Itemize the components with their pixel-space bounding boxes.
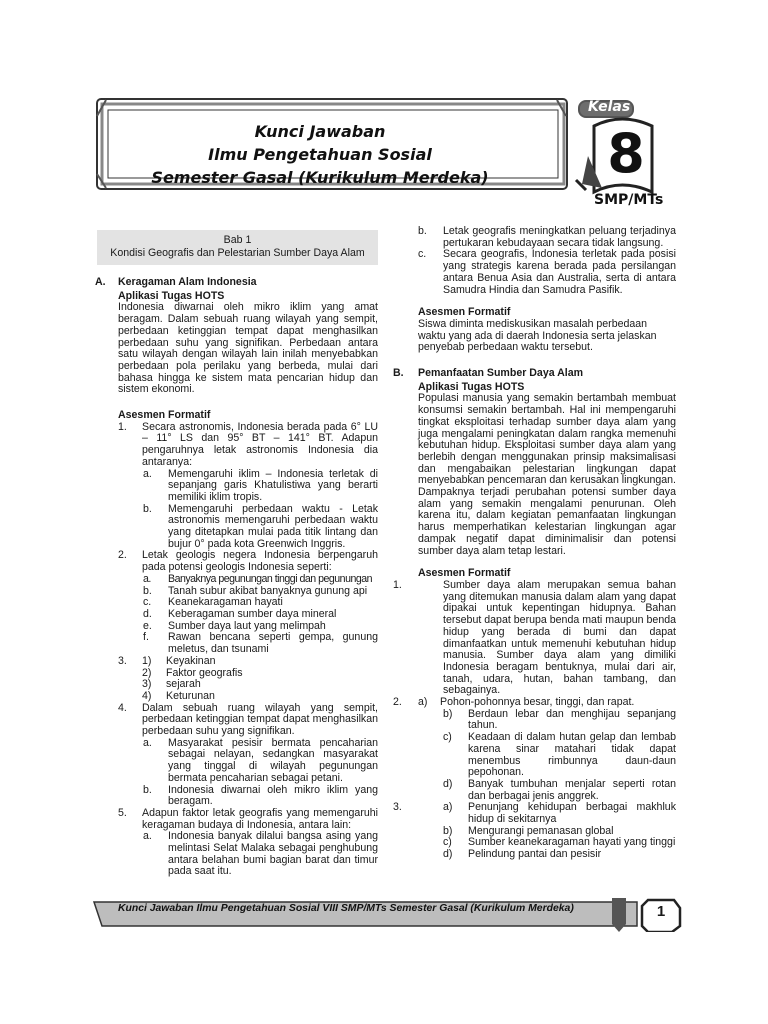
asesmen-heading: Asesmen Formatif: [418, 567, 511, 580]
list-item: b) Berdaun lebar dan menghijau sepanjang tahun.: [443, 707, 676, 732]
list-item: 1. Secara astronomis, Indonesia berada pada 6° LU – 11° LS dan 95° BT – 141° BT. Adapun pengaruhnya letak astronomis Indonesia dia antaranya:: [118, 420, 378, 468]
title-line-3: Semester Gasal (Kurikulum Merdeka): [151, 168, 489, 187]
list-item: 2. a) Pohon-pohonnya besar, tinggi, dan rapat.: [393, 696, 635, 709]
list-item: a. Banyaknya pegunungan tinggi dan pegunungan: [143, 572, 373, 585]
chapter-number: Bab 1: [223, 234, 252, 246]
list-item: c. Secara geografis, Indonesia terletak pada posisi yang strategis karena berada pada persilangan antara Benua Asia dan Australia, serta di antara Samudra Hindia dan Samudra Pasifik.: [418, 248, 676, 296]
list-item: 3. a) Penunjang kehidupan berbagai makhluk hidup di sekitarnya: [393, 801, 676, 826]
list-item: 5. Adapun faktor letak geografis yang memengaruhi keragaman budaya di Indonesia, antara lain:: [118, 806, 378, 831]
kelas-number: 8: [607, 122, 645, 185]
list-item: f. Rawan bencana seperti gempa, gunung meletus, dan tsunami: [143, 631, 378, 656]
list-item: d. Keberagaman sumber daya mineral: [143, 607, 337, 620]
list-item: e. Sumber daya laut yang melimpah: [143, 619, 326, 632]
list-item: 3. 1) Keyakinan: [118, 654, 216, 667]
list-item: 3) sejarah: [142, 678, 201, 691]
asesmen-text: Siswa diminta mediskusikan masalah perbedaan waktu yang ada di daerah Indonesia serta jelaskan penyebab perbedaan waktu tersebut.: [418, 317, 657, 354]
list-item: c) Sumber keanekaragaman hayati yang tinggi: [443, 836, 676, 849]
hots-heading: Aplikasi Tugas HOTS: [118, 289, 225, 302]
right-column: [393, 226, 676, 861]
kelas-label: Kelas: [588, 99, 631, 115]
list-item: 4) Keturunan: [142, 689, 215, 702]
chapter-title: Kondisi Geografis dan Pelestarian Sumber Daya Alam: [110, 247, 365, 259]
list-item: a. Masyarakat pesisir bermata pencaharian sebagai nelayan, sedangkan masyarakat yang tinggal di wilayah pegunungan bermata pencaharian sebagai petani.: [143, 736, 378, 784]
hots-text: Indonesia diwarnai oleh mikro iklim yang amat beragam. Dalam sebuah ruang wilayah yang sempit, perbedaan ketinggian tempat dapat menghasilkan perbedaan suhu yang signifikan. Perbedaan antara satu wilayah dengan wilayah lain inilah menyebabkan perbedaan pola perilaku yang berbeda, mulai dari bahasa hingga ke sistem mata pencarian hidup dan sistem ekonomi.: [118, 301, 378, 396]
list-item: c) Keadaan di dalam hutan gelap dan lembab karena sinar matahari tidak dapat menembus rimbunnya daun-daun pepohonan.: [443, 731, 676, 779]
list-item: b) Mengurangi pemanasan global: [443, 824, 614, 837]
list-item: d) Banyak tumbuhan menjalar seperti rotan dan berbagai jenis anggrek.: [443, 777, 676, 802]
list-item: b. Letak geografis meningkatkan peluang terjadinya pertukaran kebudayaan secara tidak langsung.: [418, 225, 676, 249]
hots-text: Populasi manusia yang semakin bertambah membuat konsumsi semakin bertambah. Hal ini mempengaruhi tingkat eksploitasi terhadap sumber daya alam yang juga mengalami peningkatan dalam rangka memenuhi kebutuhan hidup. Eksploitasi sumber daya alam yang berlebih dengan menggunakan prinsip maksimalisasi dan mengabaikan pelestarian lingkungan dapat menyebabkan pencemaran dan kerusakan lingkungan. Dampaknya terjadi perubahan potensi sumber daya alam yang semakin mengalami penurunan. Oleh karena itu, dalam kegiatan pemanfaatan lingkungan harus memperhatikan kelestarian lingkungan agar dampak negatif dapat diminimalisir dan potensi sumber daya alam tetap lestari.: [418, 392, 676, 557]
list-item: b. Indonesia diwarnai oleh mikro iklim yang beragam.: [143, 783, 378, 808]
school-level: SMP/MTs: [594, 192, 664, 208]
list-item: 2. Letak geologis negera Indonesia berpengaruh pada potensi geologis Indonesia seperti:: [118, 549, 378, 574]
list-item: 4. Dalam sebuah ruang wilayah yang sempit, perbedaan ketinggian tempat dapat menghasilkan perbedaan suhu yang signifikan.: [118, 701, 378, 738]
section-a-heading: A. Keragaman Alam Indonesia: [95, 276, 257, 288]
page-number: 1: [656, 903, 666, 920]
left-column: [95, 230, 378, 878]
asesmen-heading: Asesmen Formatif: [418, 306, 511, 319]
document-title: [150, 120, 490, 189]
hots-heading: Aplikasi Tugas HOTS: [418, 380, 525, 393]
footer-text: Kunci Jawaban Ilmu Pengetahuan Sosial VIII SMP/MTs Semester Gasal (Kurikulum Merdeka): [118, 903, 574, 914]
list-item: c. Keanekaragaman hayati: [143, 596, 283, 609]
title-line-1: Kunci Jawaban: [254, 122, 386, 141]
list-item: 2) Faktor geografis: [142, 666, 243, 679]
section-b-heading: B. Pemanfaatan Sumber Daya Alam: [393, 367, 584, 380]
list-item: 1. Sumber daya alam merupakan semua bahan yang ditemukan manusia dalam alam yang dapat dipakai untuk kepentingan hidupnya. Bahan tersebut dapat berupa benda mati maupun benda hidup yang berada di bumi dan dapat dimanfaatkan untuk memenuhi kebutuhan hidup manusia. Sumber daya alam yang dimiliki Indonesia beragam bentuknya, mulai dari air, tanah, udara, hutan, bahan tambang, dan sebagainya.: [393, 578, 676, 697]
chapter-box: [97, 230, 378, 265]
list-item: d) Pelindung pantai dan pesisir: [443, 848, 602, 861]
asesmen-heading: Asesmen Formatif: [118, 409, 211, 422]
list-item: a. Memengaruhi iklim – Indonesia terletak di sepanjang garis Khatulistiwa yang berarti memiliki iklim tropis.: [143, 467, 378, 503]
title-line-2: Ilmu Pengetahuan Sosial: [208, 145, 432, 164]
list-item: b. Memengaruhi perbedaan waktu - Letak astronomis memengaruhi perbedaan waktu yang ditetapkan mulai pada titik lintang dan bujur 0° pada kota Greenwich Inggris.: [143, 502, 378, 550]
list-item: a. Indonesia banyak dilalui bangsa asing yang melintasi Selat Malaka sebagai penghubung antara belahan bumi bagian barat dan timur pada saat itu.: [143, 830, 378, 878]
list-item: b. Tanah subur akibat banyaknya gunung api: [143, 584, 368, 597]
